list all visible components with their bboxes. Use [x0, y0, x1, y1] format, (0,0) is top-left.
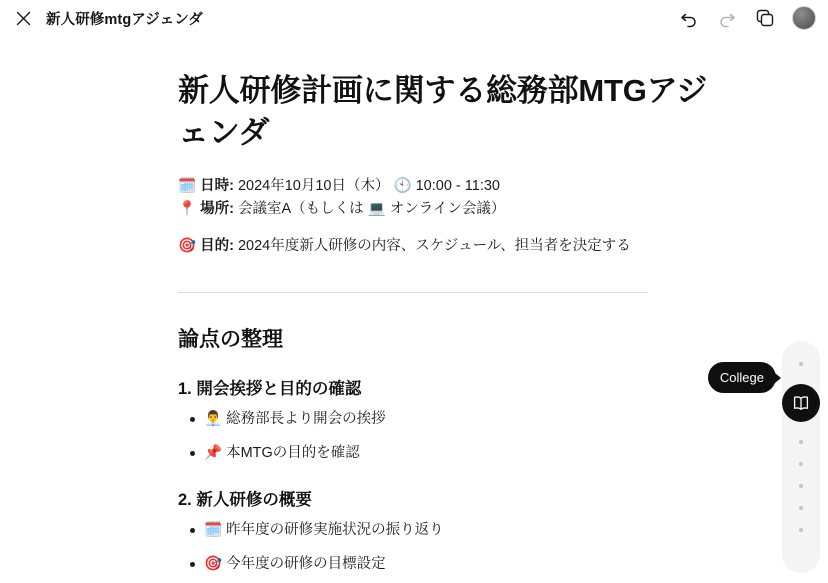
- meta-location-label: 場所:: [200, 200, 234, 217]
- calendar-icon: 🗓️: [204, 522, 223, 539]
- pin-icon: 📍: [178, 200, 197, 217]
- list-item-text: 本MTGの目的を確認: [226, 444, 360, 461]
- list-item: [204, 443, 708, 465]
- subsection-list-1: [178, 409, 708, 465]
- page-title: 新人研修計画に関する総務部MTGアジェンダ: [178, 73, 708, 150]
- list-item: [204, 554, 708, 576]
- section-divider: [178, 292, 648, 293]
- target-icon: 🎯: [204, 556, 223, 573]
- meta-location: [178, 198, 708, 221]
- floating-dock: [782, 341, 820, 573]
- subsection-list-2: [178, 520, 708, 576]
- undo-icon[interactable]: [678, 7, 700, 29]
- meta-datetime: [178, 175, 708, 198]
- dock-dot: [799, 484, 803, 488]
- list-item-text: 昨年度の研修実施状況の振り返り: [226, 522, 444, 539]
- college-book-icon[interactable]: [782, 384, 820, 422]
- dock-dot: [799, 362, 803, 366]
- close-icon[interactable]: [10, 5, 36, 31]
- list-item-text: 今年度の研修の目標設定: [226, 556, 386, 573]
- avatar[interactable]: [792, 6, 816, 30]
- dock-tooltip: College: [708, 362, 776, 393]
- top-bar-actions: [678, 6, 816, 30]
- meta-datetime-label: 日時:: [200, 178, 234, 195]
- document-content: [0, 36, 828, 576]
- spacer: [178, 221, 708, 235]
- person-icon: 👨‍💼: [204, 410, 223, 427]
- calendar-icon: 🗓️: [178, 178, 197, 195]
- document-title: 新人研修mtgアジェンダ: [46, 11, 203, 28]
- meta-location-value: 会議室A（もしくは 💻 オンライン会議）: [237, 200, 506, 217]
- dock-dot: [799, 462, 803, 466]
- document-page: [0, 36, 828, 583]
- top-bar: [0, 0, 828, 36]
- meta-purpose-label: 目的:: [200, 237, 234, 254]
- redo-icon[interactable]: [716, 7, 738, 29]
- list-item: [204, 520, 708, 542]
- dock-dot: [799, 528, 803, 532]
- target-icon: 🎯: [178, 237, 197, 254]
- list-item-text: 総務部長より開会の挨拶: [226, 410, 386, 427]
- meta-purpose: [178, 235, 708, 258]
- subsection-heading-1: 1. 開会挨拶と目的の確認: [178, 379, 362, 398]
- pushpin-icon: 📌: [204, 444, 223, 461]
- meta-purpose-value: 2024年度新人研修の内容、スケジュール、担当者を決定する: [237, 237, 631, 254]
- subsection-heading-2: 2. 新人研修の概要: [178, 491, 312, 510]
- meta-datetime-value: 2024年10月10日（木） 🕙 10:00 - 11:30: [237, 178, 500, 195]
- duplicate-icon[interactable]: [754, 7, 776, 29]
- list-item: [204, 409, 708, 431]
- dock-dot: [799, 506, 803, 510]
- section-heading: 論点の整理: [178, 327, 283, 351]
- dock-dot: [799, 440, 803, 444]
